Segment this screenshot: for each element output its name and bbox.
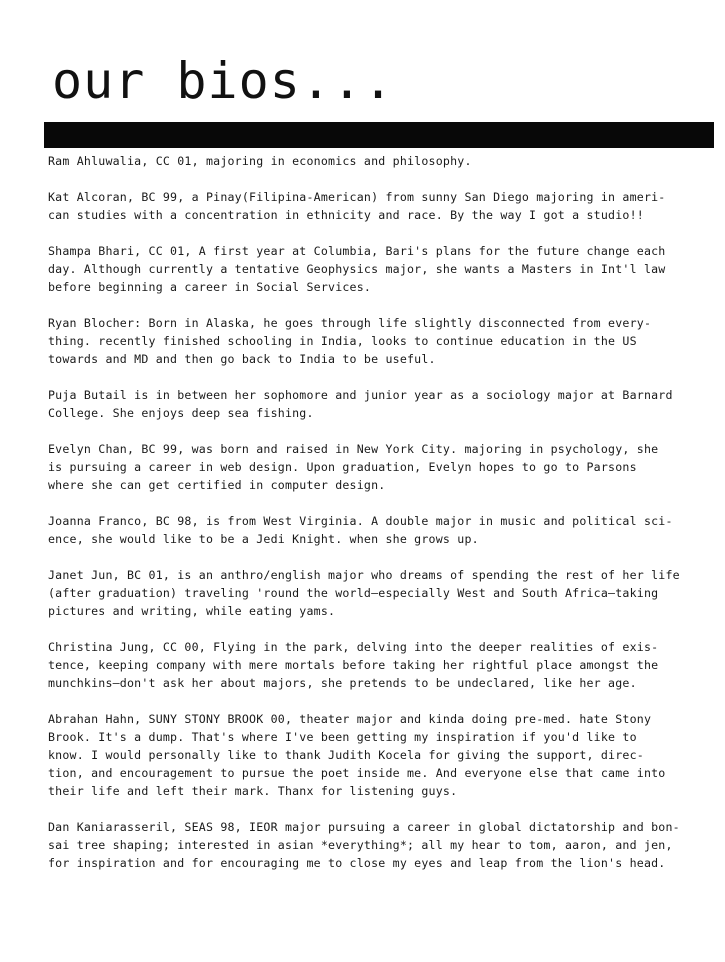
bio-line: Dan Kaniarasseril, SEAS 98, IEOR major pursuing a career in global dictatorship and bon- [48,820,680,834]
bio-line: Puja Butail is in between her sophomore and junior year as a sociology major at Barnard [48,388,673,402]
bios-list [48,152,713,890]
bio-paragraph [48,818,713,872]
bio-line: tion, and encouragement to pursue the poet inside me. And everyone else that came into [48,766,666,780]
bio-line: munchkins—don't ask her about majors, she pretends to be undeclared, like her age. [48,676,637,690]
bio-line: Ram Ahluwalia, CC 01, majoring in economics and philosophy. [48,154,472,168]
bio-line: Christina Jung, CC 00, Flying in the park, delving into the deeper realities of exis- [48,640,659,654]
bio-line: thing. recently finished schooling in India, looks to continue education in the US [48,334,637,348]
bio-paragraph [48,188,713,224]
bio-line: Janet Jun, BC 01, is an anthro/english major who dreams of spending the rest of her life [48,568,680,582]
bio-paragraph [48,242,713,296]
bio-line: Kat Alcoran, BC 99, a Pinay(Filipina-American) from sunny San Diego majoring in ameri- [48,190,666,204]
bio-line: their life and left their mark. Thanx for listening guys. [48,784,458,798]
bio-paragraph [48,314,713,368]
bio-line: Evelyn Chan, BC 99, was born and raised in New York City. majoring in psychology, she [48,442,659,456]
title-divider-bar [44,122,714,148]
bio-line: Shampa Bhari, CC 01, A first year at Columbia, Bari's plans for the future change each [48,244,666,258]
bio-line: for inspiration and for encouraging me to close my eyes and leap from the lion's head. [48,856,666,870]
bio-line: towards and MD and then go back to India to be useful. [48,352,436,366]
bio-line: tence, keeping company with mere mortals before taking her rightful place amongst the [48,658,659,672]
bio-line: where she can get certified in computer design. [48,478,386,492]
bio-paragraph [48,440,713,494]
bio-line: Ryan Blocher: Born in Alaska, he goes through life slightly disconnected from every- [48,316,652,330]
bio-paragraph [48,638,713,692]
bio-line: ence, she would like to be a Jedi Knight. when she grows up. [48,532,479,546]
bio-line: Brook. It's a dump. That's where I've been getting my inspiration if you'd like to [48,730,637,744]
bio-line: can studies with a concentration in ethnicity and race. By the way I got a studio!! [48,208,644,222]
bio-line: pictures and writing, while eating yams. [48,604,336,618]
page-title: our bios... [52,52,395,110]
bio-paragraph [48,386,713,422]
bio-paragraph [48,710,713,800]
bio-line: Joanna Franco, BC 98, is from West Virginia. A double major in music and political sci- [48,514,673,528]
bio-line: Abrahan Hahn, SUNY STONY BROOK 00, theater major and kinda doing pre-med. hate Stony [48,712,652,726]
bio-line: sai tree shaping; interested in asian *everything*; all my hear to tom, aaron, and jen, [48,838,673,852]
bio-line: (after graduation) traveling 'round the world—especially West and South Africa—taking [48,586,659,600]
bio-line: is pursuing a career in web design. Upon graduation, Evelyn hopes to go to Parsons [48,460,637,474]
bio-paragraph [48,566,713,620]
bio-paragraph [48,512,713,548]
bio-paragraph [48,152,713,170]
bio-line: before beginning a career in Social Services. [48,280,372,294]
bio-line: know. I would personally like to thank Judith Kocela for giving the support, direc- [48,748,644,762]
bio-line: day. Although currently a tentative Geophysics major, she wants a Masters in Int'l law [48,262,666,276]
bio-line: College. She enjoys deep sea fishing. [48,406,314,420]
